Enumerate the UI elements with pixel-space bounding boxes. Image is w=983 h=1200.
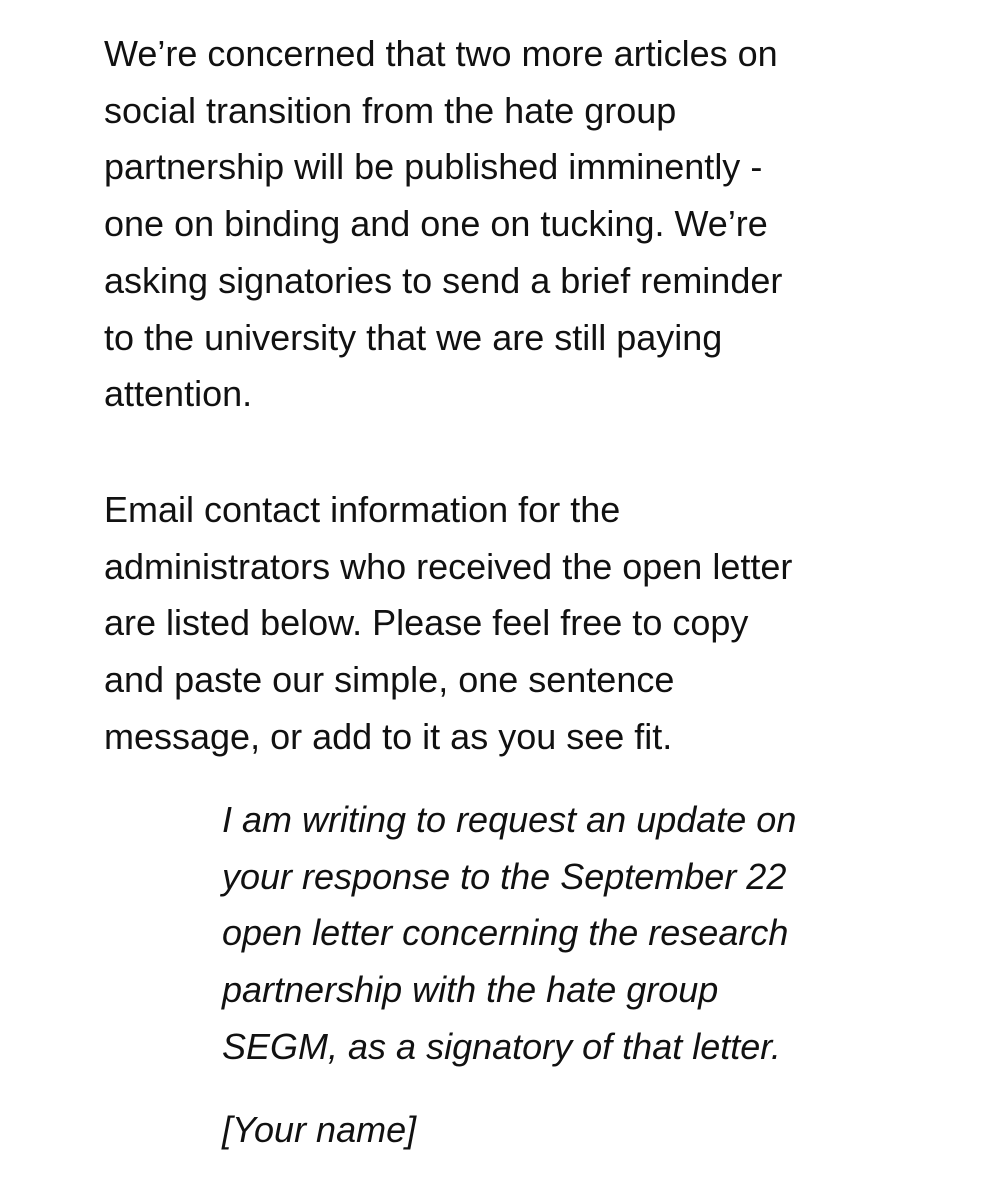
signature-text: [Your name] <box>222 1109 417 1150</box>
text-line: administrators who received the open letter <box>104 545 793 587</box>
text-line: Email contact information for the <box>104 489 621 530</box>
text-line: partnership will be published imminently - <box>104 146 763 188</box>
quote-line: partnership with the hate group <box>222 969 719 1011</box>
intro-paragraph <box>104 26 894 423</box>
text-line: social transition from the hate group <box>104 89 677 131</box>
text-line: one on binding and one on tucking. We’re <box>104 203 768 245</box>
quote-line: open letter concerning the research <box>222 912 789 954</box>
text-line: are listed below. Please feel free to copy <box>104 602 749 644</box>
text-line: to the university that we are still paying <box>104 316 723 358</box>
text-line: asking signatories to send a brief reminder <box>104 259 783 301</box>
text-line: attention. <box>104 373 253 415</box>
quote-line: I am writing to request an update on <box>222 799 797 840</box>
text-line: and paste our simple, one sentence <box>104 659 675 701</box>
quote-line: your response to the September 22 <box>222 855 787 897</box>
instructions-paragraph <box>104 482 894 766</box>
sample-message-quote <box>222 792 922 1076</box>
text-line: message, or add to it as you see fit. <box>104 715 673 757</box>
signature-placeholder <box>222 1102 922 1159</box>
quote-line: SEGM, as a signatory of that letter. <box>222 1025 781 1067</box>
text-line: We’re concerned that two more articles on <box>104 33 778 74</box>
